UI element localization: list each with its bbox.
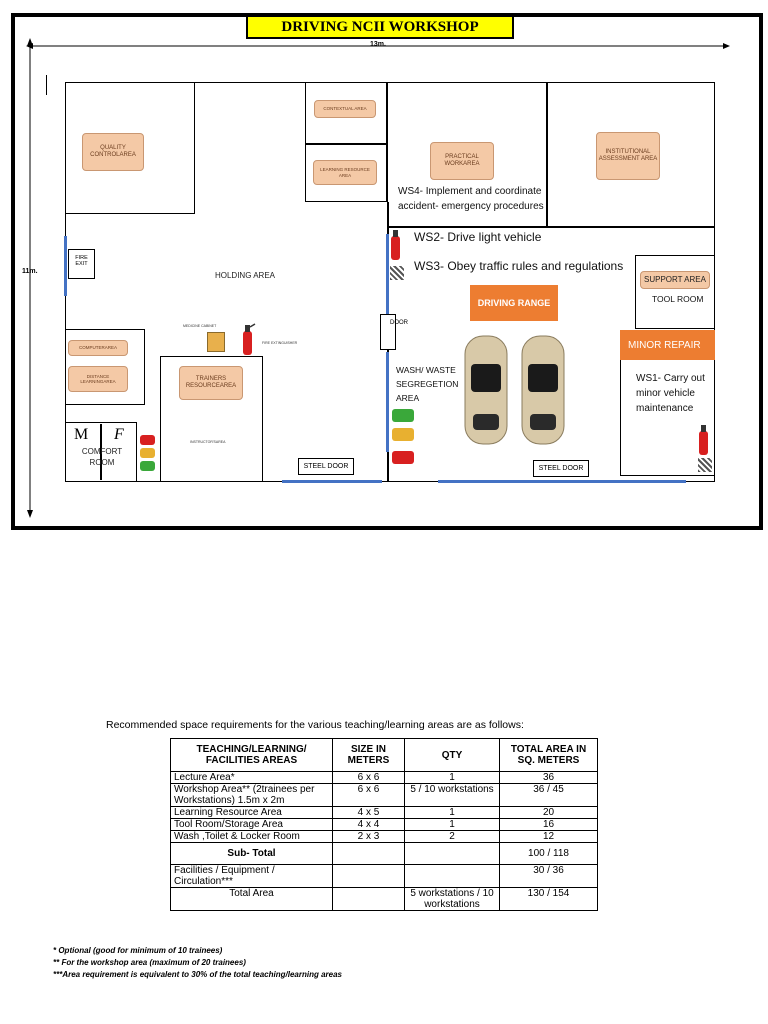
bin-green-icon-2 [392, 409, 414, 422]
cell: Lecture Area* [171, 772, 333, 784]
qr-icon [390, 266, 404, 280]
space-requirements-table [170, 738, 598, 911]
comfort-m-label: M [74, 426, 89, 443]
cell: 5 / 10 workstations [405, 784, 500, 807]
contextual-tag: CONTEXTUAL AREA [314, 100, 376, 118]
cell: 36 / 45 [500, 784, 598, 807]
fire-extinguisher-icon [240, 322, 256, 356]
cell: 4 x 5 [333, 807, 405, 819]
cell [333, 843, 405, 865]
table-row [171, 807, 598, 819]
comfort-label: COMFORT ROOM [81, 447, 123, 467]
medicine-label: MEDICINE CABINET [183, 324, 217, 328]
footnote-1: * Optional (good for minimum of 10 trainees) [53, 946, 223, 955]
footnote-2: ** For the workshop area (maximum of 20 trainees) [53, 958, 246, 967]
first-aid-icon [207, 332, 225, 352]
quality-control-tag: QUALITY CONTROLAREA [82, 133, 144, 171]
trainers-tag: TRAINERS RESOURCEAREA [179, 366, 243, 400]
cell: Wash ,Toilet & Locker Room [171, 831, 333, 843]
header-qty: QTY [405, 739, 500, 772]
bin-red-icon-2 [392, 451, 414, 464]
cell: Tool Room/Storage Area [171, 819, 333, 831]
bin-green-icon [140, 461, 155, 471]
cell: 36 [500, 772, 598, 784]
cell: 2 [405, 831, 500, 843]
door-label: DOOR [390, 320, 408, 326]
ws1-label: WS1- Carry out minor vehicle maintenance [636, 373, 705, 414]
support-room [635, 255, 715, 329]
bin-red-icon [140, 435, 155, 445]
minor-repair-label: MINOR REPAIR [620, 330, 715, 360]
ws2-label: WS2- Drive light vehicle [414, 230, 542, 244]
support-tag: SUPPORT AREA [640, 271, 710, 289]
practical-work-tag: PRACTICAL WORKAREA [430, 142, 494, 180]
fire-extinguisher-icon-2 [388, 227, 404, 261]
cell: 2 x 3 [333, 831, 405, 843]
bin-yellow-icon-2 [392, 428, 414, 441]
cell: 1 [405, 819, 500, 831]
footnote-3: ***Area requirement is equivalent to 30% of the total teaching/learning areas [53, 970, 342, 979]
ws4-label: WS4- Implement and coordinate accident- emergency procedures [398, 186, 544, 212]
table-row [171, 819, 598, 831]
extinguisher-label: FIRE EXTINGUISHER [262, 341, 298, 345]
table-header-row [171, 739, 598, 772]
cell [333, 865, 405, 888]
cell: 6 x 6 [333, 772, 405, 784]
car-icon-1 [465, 336, 507, 444]
fire-extinguisher-icon-3 [696, 422, 712, 456]
subtotal-label: Sub- Total [171, 843, 333, 865]
width-label: 13m. [370, 41, 386, 48]
car-icons [462, 334, 572, 446]
institutional-tag: INSTITUTIONAL ASSESSMENT AREA [596, 132, 660, 180]
computer-tag: COMPUTERAREA [68, 340, 128, 356]
wash-label: WASH/ WASTE SEGREGETION AREA [396, 365, 459, 403]
holding-area-label: HOLDING AREA [214, 271, 275, 280]
total-row [171, 888, 598, 911]
cell [405, 865, 500, 888]
comfort-f-label: F [114, 426, 124, 443]
cell: 20 [500, 807, 598, 819]
facilities-label: Facilities / Equipment / Circulation*** [171, 865, 333, 888]
total-qty: 5 workstations / 10 workstations [405, 888, 500, 911]
steel-door-right: STEEL DOOR [533, 460, 589, 477]
table-intro: Recommended space requirements for the various teaching/learning areas are as follows: [106, 719, 524, 731]
cell: 1 [405, 772, 500, 784]
table-row [171, 772, 598, 784]
ws3-label: WS3- Obey traffic rules and regulations [414, 259, 624, 273]
tool-room-label: TOOL ROOM [652, 294, 704, 304]
steel-door-left: STEEL DOOR [298, 458, 354, 475]
cell: 16 [500, 819, 598, 831]
header-size: SIZE IN METERS [333, 739, 405, 772]
instructors-label: INSTRUCTOR'SAREA [190, 440, 226, 444]
cell: Workshop Area** (2trainees per Workstations) 1.5m x 2m [171, 784, 333, 807]
cell [333, 888, 405, 911]
distance-tag: DISTANCE LEARNINGAREA [68, 366, 128, 392]
learning-resource-tag: LEARNING RESOURCE AREA [313, 160, 377, 185]
subtotal-row [171, 843, 598, 865]
total-value: 130 / 154 [500, 888, 598, 911]
facilities-row [171, 865, 598, 888]
cell: 6 x 6 [333, 784, 405, 807]
driving-range-label: DRIVING RANGE [470, 285, 558, 321]
header-area: TEACHING/LEARNING/ FACILITIES AREAS [171, 739, 333, 772]
cell: 1 [405, 807, 500, 819]
qr-icon-2 [698, 458, 712, 472]
cell: Learning Resource Area [171, 807, 333, 819]
facilities-value: 30 / 36 [500, 865, 598, 888]
cell: 4 x 4 [333, 819, 405, 831]
car-icon-2 [522, 336, 564, 444]
table-row [171, 831, 598, 843]
fire-exit: FIRE EXIT [68, 249, 95, 279]
plan-title: DRIVING NCII WORKSHOP [246, 15, 514, 39]
subtotal-value: 100 / 118 [500, 843, 598, 865]
cell: 12 [500, 831, 598, 843]
bin-yellow-icon [140, 448, 155, 458]
header-total: TOTAL AREA IN SQ. METERS [500, 739, 598, 772]
cell [405, 843, 500, 865]
total-label: Total Area [171, 888, 333, 911]
height-label: 11m. [22, 268, 38, 275]
table-row [171, 784, 598, 807]
